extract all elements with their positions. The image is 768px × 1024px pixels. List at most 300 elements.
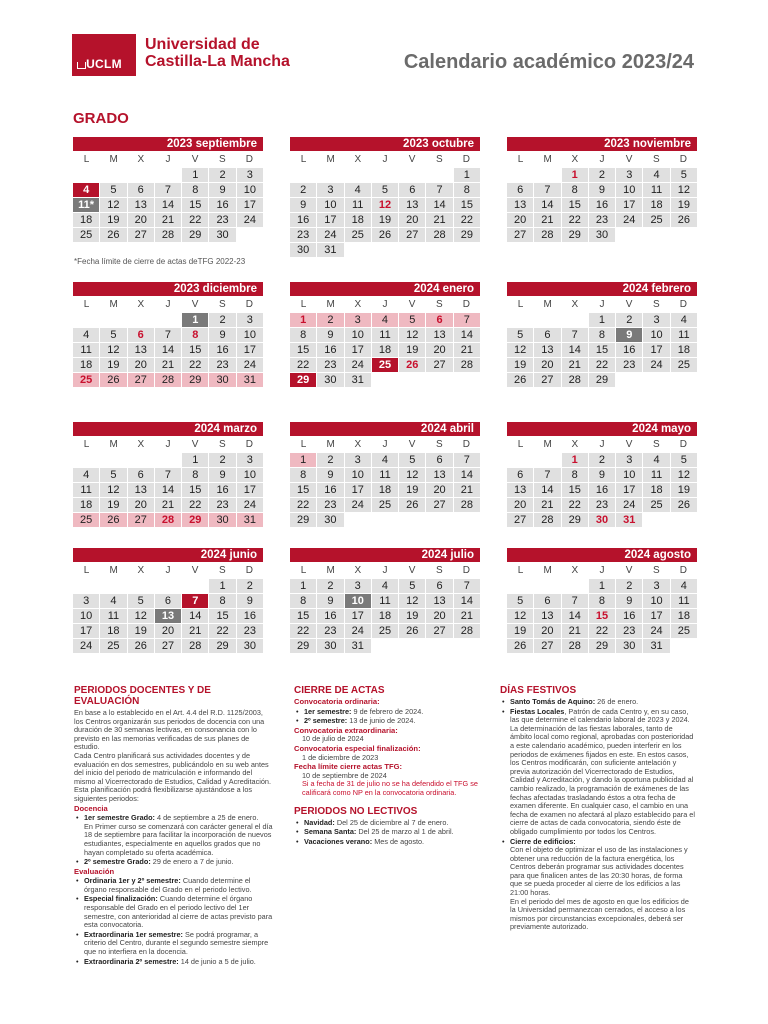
item-label: 2º semestre: <box>304 716 348 726</box>
month-title: 2024 abril <box>290 422 480 436</box>
item-label: Fiestas Locales <box>510 706 565 716</box>
item-text: Del 25 de marzo al 1 de abril. <box>358 827 454 837</box>
tfg-warning: Si a fecha de 31 de julio no se ha defendido el TFG se calificará como NP en la convocatoria ordinaria. <box>302 779 478 797</box>
day-cell: 20 <box>128 498 154 512</box>
day-cell: 8 <box>290 594 316 608</box>
day-grid <box>507 579 697 653</box>
day-cell: 13 <box>534 343 560 357</box>
day-cell: 8 <box>182 183 208 197</box>
day-cell: 17 <box>317 213 343 227</box>
empty-day <box>155 168 181 182</box>
day-cell: 22 <box>182 358 208 372</box>
day-cell: 12 <box>372 198 398 212</box>
day-cell: 2 <box>209 313 235 327</box>
weekday-label: J <box>599 565 605 576</box>
day-cell: 21 <box>454 609 480 623</box>
month-calendar <box>73 282 263 387</box>
empty-day <box>100 579 126 593</box>
day-cell: 11 <box>643 183 669 197</box>
day-cell: 14 <box>534 198 560 212</box>
day-cell: 17 <box>345 483 371 497</box>
empty-day <box>155 313 181 327</box>
day-cell: 3 <box>616 453 642 467</box>
day-cell: 31 <box>345 639 371 653</box>
day-cell: 6 <box>155 594 181 608</box>
item-label: Especial finalización: <box>84 894 158 904</box>
list-item <box>304 717 484 726</box>
day-cell: 27 <box>507 228 533 242</box>
day-cell: 16 <box>209 198 235 212</box>
day-cell: 8 <box>562 468 588 482</box>
day-cell: 1 <box>589 579 615 593</box>
list-item <box>510 838 696 933</box>
weekday-label: M <box>326 154 335 165</box>
day-cell: 8 <box>562 183 588 197</box>
day-cell: 28 <box>562 639 588 653</box>
day-cell: 5 <box>507 594 533 608</box>
day-cell: 17 <box>237 343 263 357</box>
day-cell: 10 <box>643 328 669 342</box>
weekday-label: M <box>109 439 118 450</box>
weekday-label: V <box>191 565 199 576</box>
weekday-label: J <box>165 154 171 165</box>
day-cell: 11 <box>671 328 697 342</box>
day-cell: 6 <box>507 183 533 197</box>
day-cell: 4 <box>100 594 126 608</box>
list-item <box>84 877 274 894</box>
day-cell: 15 <box>182 343 208 357</box>
empty-day <box>290 168 316 182</box>
day-cell: 1 <box>454 168 480 182</box>
day-cell: 23 <box>317 498 343 512</box>
day-cell: 14 <box>182 609 208 623</box>
empty-day <box>507 168 533 182</box>
day-cell: 12 <box>399 468 425 482</box>
day-cell: 1 <box>562 453 588 467</box>
day-cell: 26 <box>128 639 154 653</box>
day-cell: 17 <box>643 343 669 357</box>
weekday-label: J <box>599 154 605 165</box>
day-cell: 7 <box>534 183 560 197</box>
day-cell: 8 <box>454 183 480 197</box>
month-calendar <box>73 548 263 653</box>
day-cell: 26 <box>671 213 697 227</box>
day-cell: 29 <box>562 513 588 527</box>
empty-day <box>73 579 99 593</box>
day-cell: 28 <box>534 513 560 527</box>
paragraph: Cada Centro planificará sus actividades docentes y de evaluación en dos semestres, publicándolo en su web antes del inicio del periodo de matriculación e informando del mismo al Vicerrectorado de Estudios, Calidad y Acreditación. Esta planificación podrá flexibilizarse ajustándose a los siguientes periodos: <box>74 750 271 803</box>
month-title: 2024 junio <box>73 548 263 562</box>
weekday-label: X <box>571 439 579 450</box>
day-cell: 24 <box>616 213 642 227</box>
weekday-label: S <box>652 154 660 165</box>
weekday-label: S <box>218 299 226 310</box>
logo-text: UCLM <box>86 57 122 71</box>
day-cell: 7 <box>182 594 208 608</box>
day-cell: 17 <box>73 624 99 638</box>
day-cell: 29 <box>290 373 316 387</box>
month-title: 2024 mayo <box>507 422 697 436</box>
day-cell: 16 <box>317 609 343 623</box>
day-cell: 22 <box>182 213 208 227</box>
month-calendar <box>290 422 480 527</box>
day-cell: 6 <box>534 594 560 608</box>
day-cell: 9 <box>589 183 615 197</box>
weekday-label: L <box>300 439 307 450</box>
day-cell: 10 <box>73 609 99 623</box>
weekday-label: M <box>543 154 552 165</box>
item-text: , Patrón de cada Centro y, en su caso, las que determine el calendario laboral de 2023 y 2024. La determinación de las fiestas laborales, tanto de ámbito local como regional, aprobadas con posterioridad a este calendario académico, pueden interferir en los periodos de exámenes fijados en este. En estos casos, los Centros modificarán, con suficiente antelación y previa autorización del Vicerrectorado de Estudios, Calidad y Acreditación, y dando la oportuna publicidad al cambio realizado, la programación de exámenes de las fechas afectadas trasladando éstos a otra fecha de examen diferente. En cualquier caso, el cambio en una fecha de examen no afectará al plazo establecido para el cierre de actas de cada convocatoria, siendo éste de obligado cumplimiento por todos los Centros. <box>510 706 695 836</box>
day-cell: 16 <box>589 198 615 212</box>
day-cell: 27 <box>128 513 154 527</box>
day-cell: 7 <box>562 594 588 608</box>
day-cell: 12 <box>128 609 154 623</box>
day-cell: 5 <box>399 453 425 467</box>
weekday-header <box>73 563 263 578</box>
day-cell: 8 <box>290 328 316 342</box>
page-title: Calendario académico 2023/24 <box>403 51 694 73</box>
weekday-header <box>290 563 480 578</box>
day-cell: 22 <box>589 624 615 638</box>
day-cell: 24 <box>643 624 669 638</box>
day-cell: 30 <box>209 228 235 242</box>
day-cell: 11 <box>73 483 99 497</box>
empty-day <box>562 313 588 327</box>
empty-day <box>128 168 154 182</box>
day-cell: 14 <box>454 468 480 482</box>
month-title: 2024 marzo <box>73 422 263 436</box>
day-cell: 5 <box>100 183 126 197</box>
weekday-header <box>290 152 480 167</box>
day-cell: 6 <box>128 328 154 342</box>
day-cell: 3 <box>237 453 263 467</box>
day-cell: 3 <box>345 313 371 327</box>
weekday-label: X <box>354 565 362 576</box>
day-cell: 25 <box>345 228 371 242</box>
weekday-label: X <box>354 299 362 310</box>
item-label: 1er semestre Grado: <box>84 813 155 823</box>
weekday-label: L <box>300 299 307 310</box>
item-label: 2º semestre Grado: <box>84 857 151 867</box>
day-cell: 17 <box>345 609 371 623</box>
weekday-label: S <box>218 439 226 450</box>
day-cell: 15 <box>589 343 615 357</box>
day-cell: 22 <box>290 624 316 638</box>
item-label: 1er semestre: <box>304 706 352 716</box>
day-grid <box>73 168 263 242</box>
day-cell: 22 <box>290 358 316 372</box>
day-cell: 5 <box>372 183 398 197</box>
weekday-label: J <box>382 439 388 450</box>
weekday-label: S <box>435 299 443 310</box>
weekday-label: M <box>326 439 335 450</box>
day-cell: 9 <box>616 594 642 608</box>
day-cell: 30 <box>589 228 615 242</box>
weekday-label: X <box>571 299 579 310</box>
day-cell: 31 <box>237 373 263 387</box>
day-cell: 19 <box>399 343 425 357</box>
item-text: Mes de agosto. <box>374 836 425 846</box>
list-item <box>510 698 696 707</box>
weekday-label: S <box>652 299 660 310</box>
list-item <box>510 708 696 837</box>
day-cell: 12 <box>507 343 533 357</box>
list-item <box>304 819 484 828</box>
day-cell: 23 <box>616 624 642 638</box>
day-cell: 31 <box>345 373 371 387</box>
weekday-label: V <box>408 565 416 576</box>
day-cell: 16 <box>616 609 642 623</box>
day-cell: 20 <box>507 498 533 512</box>
day-cell: 27 <box>128 373 154 387</box>
day-cell: 31 <box>616 513 642 527</box>
day-cell: 23 <box>237 624 263 638</box>
section-heading: PERIODOS DOCENTES Y DE EVALUACIÓN <box>74 685 211 707</box>
empty-day <box>534 453 560 467</box>
day-cell: 13 <box>426 594 452 608</box>
day-cell: 13 <box>426 328 452 342</box>
day-cell: 6 <box>426 313 452 327</box>
day-cell: 10 <box>345 594 371 608</box>
item-text: Cuando determine el órgano responsable del Grado en el periodo lectivo del 1er semestre, con anterioridad al cierre de actas previsto para esta convocatoria. <box>84 894 273 930</box>
day-cell: 20 <box>399 213 425 227</box>
day-cell: 5 <box>399 579 425 593</box>
day-cell: 5 <box>100 328 126 342</box>
day-cell: 3 <box>616 168 642 182</box>
day-cell: 22 <box>562 213 588 227</box>
day-cell: 23 <box>209 498 235 512</box>
weekday-label: S <box>652 565 660 576</box>
day-grid <box>290 313 480 387</box>
weekday-label: X <box>354 439 362 450</box>
subheading: Evaluación <box>74 866 115 876</box>
weekday-label: S <box>435 565 443 576</box>
day-cell: 14 <box>534 483 560 497</box>
day-cell: 29 <box>589 639 615 653</box>
day-cell: 10 <box>616 468 642 482</box>
day-cell: 20 <box>155 624 181 638</box>
weekday-label: J <box>165 299 171 310</box>
holidays-section <box>500 685 696 932</box>
day-cell: 25 <box>100 639 126 653</box>
day-cell: 3 <box>317 183 343 197</box>
item-label: Cierre de edificios: <box>510 836 576 846</box>
day-cell: 30 <box>616 639 642 653</box>
day-cell: 9 <box>317 468 343 482</box>
day-cell: 10 <box>237 183 263 197</box>
day-cell: 2 <box>209 453 235 467</box>
weekday-label: D <box>245 299 254 310</box>
day-cell: 15 <box>290 483 316 497</box>
weekday-header <box>290 437 480 452</box>
day-cell: 1 <box>589 313 615 327</box>
month-title: 2024 julio <box>290 548 480 562</box>
month-calendar <box>290 548 480 653</box>
weekday-label: D <box>679 299 688 310</box>
item-label: Semana Santa: <box>304 827 357 837</box>
day-cell: 8 <box>182 328 208 342</box>
day-cell: 20 <box>426 483 452 497</box>
weekday-label: S <box>435 439 443 450</box>
day-cell: 15 <box>454 198 480 212</box>
weekday-label: V <box>625 565 633 576</box>
day-cell: 24 <box>237 358 263 372</box>
day-cell: 17 <box>237 198 263 212</box>
day-cell: 3 <box>345 453 371 467</box>
weekday-label: M <box>109 565 118 576</box>
day-cell: 23 <box>589 213 615 227</box>
day-cell: 6 <box>399 183 425 197</box>
day-cell: 6 <box>426 453 452 467</box>
empty-day <box>100 453 126 467</box>
weekday-label: M <box>543 565 552 576</box>
day-cell: 24 <box>237 213 263 227</box>
day-cell: 16 <box>616 343 642 357</box>
crown-icon <box>77 62 86 69</box>
day-grid <box>73 313 263 387</box>
day-cell: 14 <box>426 198 452 212</box>
item-text: 13 de junio de 2024. <box>349 716 416 726</box>
weekday-label: V <box>625 154 633 165</box>
day-cell: 9 <box>209 468 235 482</box>
day-cell: 2 <box>290 183 316 197</box>
list-item <box>304 838 484 847</box>
month-calendar <box>73 137 263 242</box>
day-grid <box>507 313 697 387</box>
university-line-2: Castilla-La Mancha <box>145 53 290 70</box>
weekday-label: V <box>191 439 199 450</box>
day-cell: 18 <box>73 213 99 227</box>
day-cell: 19 <box>100 498 126 512</box>
empty-day <box>534 313 560 327</box>
day-cell: 4 <box>372 579 398 593</box>
day-cell: 29 <box>182 373 208 387</box>
empty-day <box>155 579 181 593</box>
day-cell: 5 <box>507 328 533 342</box>
day-cell: 12 <box>100 343 126 357</box>
empty-day <box>100 313 126 327</box>
day-cell: 2 <box>589 453 615 467</box>
day-cell: 12 <box>507 609 533 623</box>
day-cell: 26 <box>399 498 425 512</box>
weekday-label: S <box>218 565 226 576</box>
day-cell: 1 <box>182 313 208 327</box>
day-cell: 18 <box>345 213 371 227</box>
weekday-label: L <box>517 299 524 310</box>
weekday-label: D <box>462 154 471 165</box>
day-cell: 21 <box>534 498 560 512</box>
day-cell: 19 <box>372 213 398 227</box>
day-cell: 30 <box>317 373 343 387</box>
day-cell: 6 <box>128 183 154 197</box>
day-cell: 27 <box>534 639 560 653</box>
day-cell: 25 <box>643 213 669 227</box>
month-calendar <box>507 137 697 242</box>
month-calendar <box>507 282 697 387</box>
day-cell: 13 <box>128 198 154 212</box>
weekday-label: L <box>517 154 524 165</box>
weekday-label: D <box>245 154 254 165</box>
day-cell: 18 <box>73 358 99 372</box>
weekday-label: J <box>382 565 388 576</box>
day-cell: 2 <box>237 579 263 593</box>
item-text: 9 de febrero de 2024. <box>353 706 424 716</box>
list-item <box>84 931 274 957</box>
day-cell: 25 <box>73 373 99 387</box>
day-cell: 28 <box>562 373 588 387</box>
paragraph: En base a lo establecido en el Art. 4.4 del R.D. 1125/2003, los Centros organizarán sus periodos de docencia con una duración de 30 semanas lectivas, en consonancia con lo previsto en las memorias verificadas de sus planes de estudio. <box>74 708 265 752</box>
day-cell: 28 <box>454 358 480 372</box>
day-cell: 29 <box>209 639 235 653</box>
weekday-label: S <box>218 154 226 165</box>
month-calendar <box>290 137 480 257</box>
weekday-label: D <box>679 439 688 450</box>
day-cell: 28 <box>534 228 560 242</box>
section-heading: CIERRE DE ACTAS <box>294 685 385 696</box>
day-cell: 9 <box>616 328 642 342</box>
day-cell: 19 <box>100 358 126 372</box>
day-cell: 19 <box>399 483 425 497</box>
weekday-label: X <box>137 439 145 450</box>
day-cell: 19 <box>128 624 154 638</box>
day-cell: 31 <box>643 639 669 653</box>
item-text: 4 de septiembre a 25 de enero. <box>157 813 259 823</box>
day-cell: 16 <box>317 343 343 357</box>
day-cell: 22 <box>290 498 316 512</box>
weekday-label: D <box>679 565 688 576</box>
day-cell: 3 <box>237 313 263 327</box>
weekday-label: M <box>326 299 335 310</box>
day-cell: 10 <box>616 183 642 197</box>
day-cell: 21 <box>454 483 480 497</box>
tfg-note: *Fecha límite de cierre de actas deTFG 2022-23 <box>74 257 246 266</box>
empty-day <box>426 168 452 182</box>
day-cell: 14 <box>562 343 588 357</box>
weekday-header <box>73 297 263 312</box>
day-cell: 14 <box>454 594 480 608</box>
day-cell: 23 <box>589 498 615 512</box>
day-cell: 26 <box>399 358 425 372</box>
weekday-label: L <box>517 439 524 450</box>
month-title: 2023 octubre <box>290 137 480 151</box>
weekday-label: M <box>109 299 118 310</box>
day-cell: 4 <box>372 313 398 327</box>
day-cell: 28 <box>454 624 480 638</box>
day-grid <box>507 453 697 527</box>
day-cell: 22 <box>182 498 208 512</box>
day-cell: 2 <box>616 579 642 593</box>
weekday-label: M <box>326 565 335 576</box>
day-cell: 5 <box>100 468 126 482</box>
day-cell: 25 <box>73 228 99 242</box>
empty-day <box>73 168 99 182</box>
item-label: Santo Tomás de Aquino: <box>510 697 596 706</box>
weekday-header <box>507 563 697 578</box>
day-cell: 26 <box>399 624 425 638</box>
day-cell: 27 <box>426 498 452 512</box>
day-cell: 15 <box>182 198 208 212</box>
uclm-logo <box>72 34 136 76</box>
weekday-label: J <box>382 154 388 165</box>
day-cell: 27 <box>426 624 452 638</box>
day-cell: 24 <box>317 228 343 242</box>
weekday-label: V <box>408 154 416 165</box>
empty-day <box>507 579 533 593</box>
day-cell: 11 <box>643 468 669 482</box>
day-cell: 27 <box>399 228 425 242</box>
weekday-header <box>73 437 263 452</box>
day-cell: 20 <box>534 358 560 372</box>
